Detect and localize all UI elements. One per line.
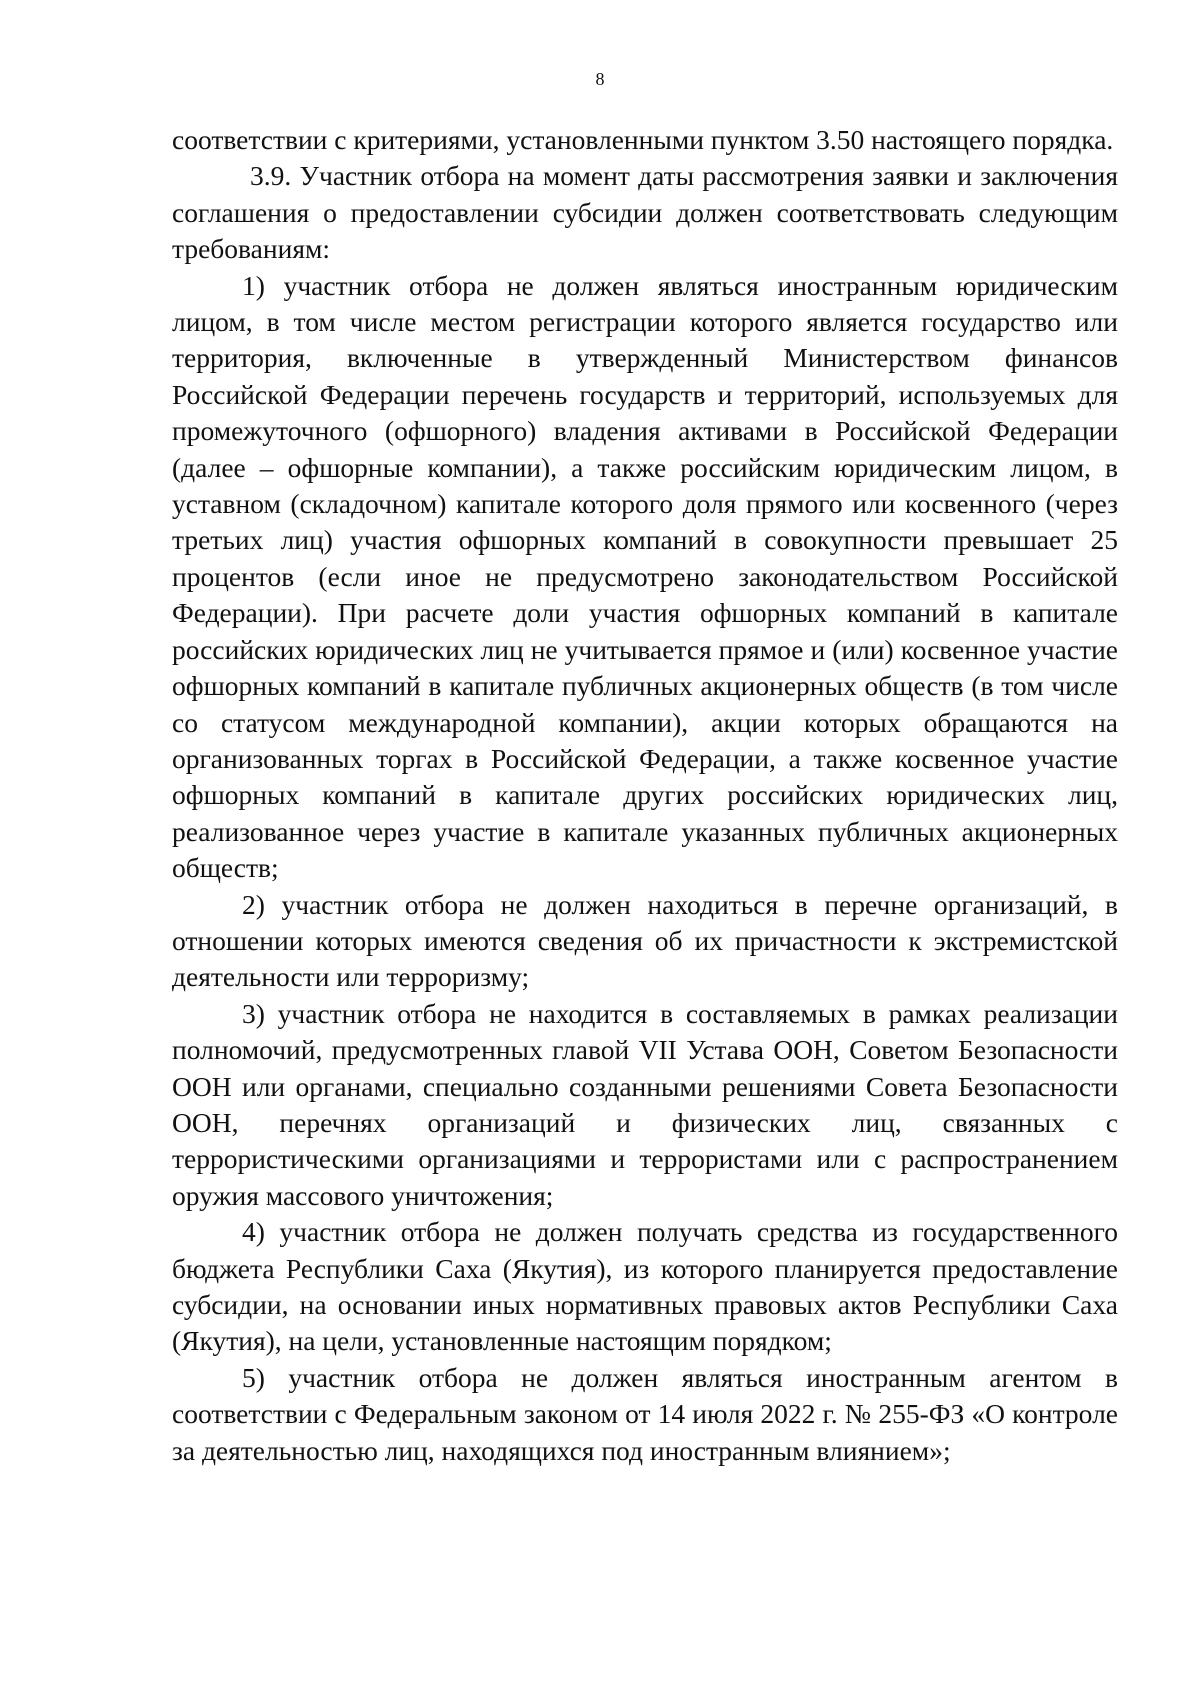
paragraph-item-2: 2) участник отбора не должен находиться в перечне организаций, в отношении которых имеются сведения об их причастности к экстремистской деятельности или терроризму;	[172, 888, 1118, 993]
paragraph-item-3: 3) участник отбора не находится в составляемых в рамках реализации полномочий, предусмотренных главой VII Устава ООН, Советом Безопасности ООН или органами, специально созданными решениями Совета Безопасности ООН, перечнях организаций и физических лиц, связанных с террористическими организациями и террористами или с распространением оружия массового уничтожения;	[172, 997, 1118, 1211]
paragraph-continuation: соответствии с критериями, установленными пунктом 3.50 настоящего порядка.	[172, 124, 1114, 155]
page-number: 8	[595, 69, 605, 89]
document-body	[172, 122, 1118, 1469]
paragraph-item-5: 5) участник отбора не должен являться иностранным агентом в соответствии с Федеральным законом от 14 июля 2022 г. № 255-ФЗ «О контроле за деятельностью лиц, находящихся под иностранным влиянием»;	[172, 1361, 1118, 1466]
paragraph-item-1: 1) участник отбора не должен являться иностранным юридическим лицом, в том числе местом регистрации которого является государство или территория, включенные в утвержденный Министерством финансов Российской Федерации перечень государств и территорий, используемых для промежуточного (офшорного) владения активами в Российской Федерации (далее – офшорные компании), а также российским юридическим лицом, в уставном (складочном) капитале которого доля прямого или косвенного (через третьих лиц) участия офшорных компаний в совокупности превышает 25 процентов (если иное не предусмотрено законодательством Российской Федерации). При расчете доли участия офшорных компаний в капитале российских юридических лиц не учитывается прямое и (или) косвенное участие офшорных компаний в капитале публичных акционерных обществ (в том числе со статусом международной компании), акции которых обращаются на организованных торгах в Российской Федерации, а также косвенное участие офшорных компаний в капитале других российских юридических лиц, реализованное через участие в капитале указанных публичных акционерных обществ;	[172, 269, 1118, 884]
paragraph-clause-3-9: 3.9. Участник отбора на момент даты рассмотрения заявки и заключения соглашения о предоставлении субсидии должен соответствовать следующим требованиям:	[172, 160, 1118, 265]
paragraph-item-4: 4) участник отбора не должен получать средства из государственного бюджета Республики Саха (Якутия), из которого планируется предоставление субсидии, на основании иных нормативных правовых актов Республики Саха (Якутия), на цели, установленные настоящим порядком;	[172, 1216, 1118, 1357]
